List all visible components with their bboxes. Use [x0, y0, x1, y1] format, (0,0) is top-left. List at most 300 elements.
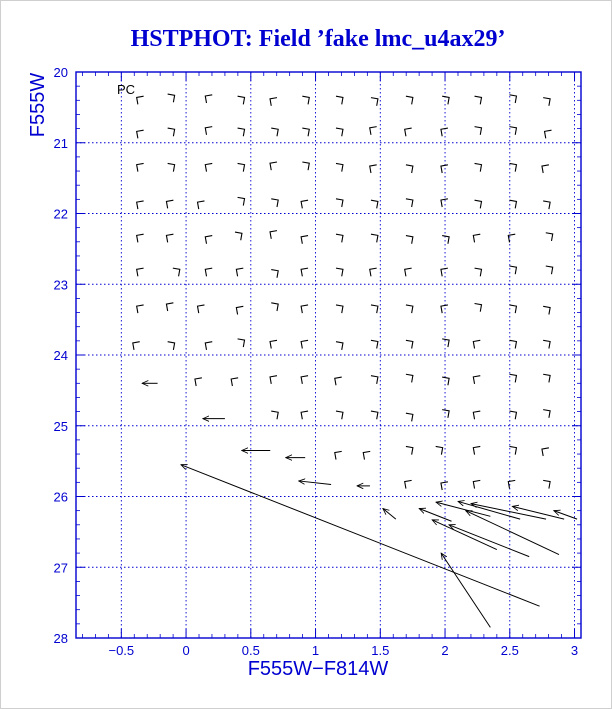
vector-head: [470, 444, 480, 455]
vector-arrow: [302, 93, 312, 104]
vector-arrow: [371, 337, 381, 348]
vector-head: [238, 336, 248, 347]
vector-arrow: [271, 408, 281, 419]
vector-head: [475, 197, 485, 208]
y-axis-label: F555W: [27, 72, 49, 138]
vector-arrow: [505, 478, 515, 489]
vector-arrow: [332, 374, 342, 385]
vector-shaft: [419, 509, 451, 522]
vector-head: [267, 337, 277, 348]
vector-head: [367, 124, 377, 135]
vector-head: [406, 371, 416, 382]
vector-arrow: [336, 161, 346, 172]
vector-head: [442, 407, 452, 418]
vector-arrow: [134, 302, 144, 313]
vector-head: [302, 93, 312, 104]
vector-head: [202, 339, 212, 350]
vector-head: [130, 339, 140, 350]
chart-title: HSTPHOT: Field ’fake lmc_u4ax29’: [130, 26, 506, 52]
vector-arrow: [510, 444, 520, 455]
vector-head: [406, 93, 416, 104]
vector-head: [510, 337, 520, 348]
vector-arrow: [383, 509, 396, 520]
vector-arrow: [402, 478, 412, 489]
vector-arrow: [510, 197, 520, 208]
vector-arrow: [470, 231, 480, 242]
vector-arrow: [173, 265, 183, 276]
vector-head: [367, 162, 377, 173]
vector-head: [202, 233, 212, 244]
vector-head: [371, 408, 381, 419]
vector-head: [267, 373, 277, 384]
vector-arrow: [449, 525, 529, 557]
vector-head: [470, 337, 480, 348]
vector-arrow: [543, 303, 553, 314]
vector-arrow: [438, 302, 448, 313]
vector-arrow: [510, 263, 520, 274]
vector-head: [470, 478, 480, 489]
vector-arrow: [406, 337, 416, 348]
vector-arrow: [298, 233, 308, 244]
vector-head: [202, 161, 212, 172]
vector-arrow: [406, 162, 416, 173]
vector-head: [510, 302, 520, 313]
vector-arrow: [543, 198, 553, 209]
vector-arrow: [134, 127, 144, 138]
vector-head: [510, 371, 520, 382]
vector-head: [134, 265, 144, 276]
vector-arrow: [442, 407, 452, 418]
vector-arrow: [510, 337, 520, 348]
x-tick-labels: [108, 643, 578, 658]
vector-head: [402, 478, 412, 489]
vector-arrow: [202, 339, 212, 350]
vector-arrow: [238, 336, 248, 347]
vector-head: [442, 336, 452, 347]
vector-arrow: [510, 408, 520, 419]
x-tick-label: −0.5: [108, 643, 135, 658]
vector-arrow: [298, 265, 308, 276]
vector-arrow: [438, 162, 448, 173]
vector-arrow: [510, 371, 520, 382]
vector-arrow: [402, 125, 412, 136]
vector-head: [164, 300, 174, 311]
vector-arrow: [475, 124, 485, 135]
vector-head: [235, 229, 245, 240]
vector-head: [543, 478, 553, 489]
vector-arrow: [438, 196, 448, 207]
vector-head: [406, 162, 416, 173]
vector-head: [475, 93, 485, 104]
vector-arrow: [438, 265, 448, 276]
vector-arrow: [238, 125, 248, 136]
vector-arrow: [371, 302, 381, 313]
vector-head: [336, 408, 346, 419]
y-tick-label: 25: [53, 418, 68, 434]
vector-arrow: [539, 162, 549, 173]
vector-head: [336, 161, 346, 172]
vector-arrow: [164, 231, 174, 242]
y-tick-label: 28: [53, 631, 68, 646]
vector-arrow: [510, 161, 520, 172]
vector-head: [402, 125, 412, 136]
vector-arrow: [298, 197, 308, 208]
vector-arrow: [475, 93, 485, 104]
vector-head: [406, 302, 416, 313]
vector-arrow: [271, 125, 281, 136]
vector-arrow: [419, 509, 451, 522]
vector-head: [233, 303, 243, 314]
vector-shaft: [432, 520, 497, 550]
vector-arrow: [168, 339, 178, 350]
vector-head: [510, 197, 520, 208]
vector-arrow: [432, 520, 497, 550]
vector-shaft: [471, 504, 546, 520]
vector-head: [438, 125, 448, 136]
vector-arrow: [406, 233, 416, 244]
vector-head: [134, 127, 144, 138]
vector-head: [192, 375, 202, 386]
vector-arrow: [406, 196, 416, 207]
vector-arrow: [195, 198, 205, 209]
vector-arrow: [367, 124, 377, 135]
vector-arrow: [510, 302, 520, 313]
vector-arrow: [406, 371, 416, 382]
vector-arrow: [475, 265, 485, 276]
vector-head: [510, 161, 520, 172]
vector-arrow: [202, 92, 212, 103]
vector-head: [202, 265, 212, 276]
vector-arrow: [336, 302, 346, 313]
y-tick-label: 24: [53, 348, 68, 363]
vector-arrow: [546, 230, 556, 241]
vector-head: [271, 125, 281, 136]
vector-arrow: [271, 196, 281, 207]
vector-arrow: [267, 337, 277, 348]
vector-arrow: [510, 92, 520, 103]
vector-head: [505, 478, 515, 489]
grid-lines: [76, 72, 581, 638]
vector-arrow: [470, 373, 480, 384]
vector-arrow: [168, 161, 178, 172]
vector-head: [442, 233, 452, 244]
vector-arrow: [438, 125, 448, 136]
x-tick-label: 1: [311, 643, 320, 658]
vector-arrow: [336, 93, 346, 104]
y-tick-label: 20: [53, 65, 68, 80]
vector-head: [271, 267, 281, 278]
vector-head: [195, 302, 205, 313]
vector-arrow: [238, 195, 248, 206]
vector-head: [267, 95, 277, 106]
vector-arrow: [406, 302, 416, 313]
vector-head: [475, 265, 485, 276]
x-tick-label: 2: [441, 643, 449, 658]
vector-head: [164, 197, 174, 208]
vector-arrow: [542, 127, 552, 138]
vector-head: [470, 231, 480, 242]
vector-arrow: [302, 125, 312, 136]
vector-head: [134, 93, 144, 104]
vector-arrow: [367, 162, 377, 173]
vector-arrow: [302, 159, 312, 170]
vector-arrow: [539, 445, 549, 456]
vector-arrow: [298, 337, 308, 348]
vector-field: [130, 91, 577, 627]
vector-arrow: [371, 95, 381, 106]
vector-arrow: [371, 197, 381, 208]
vector-head: [267, 228, 277, 239]
vector-arrow: [168, 125, 178, 136]
vector-head: [505, 231, 515, 242]
y-tick-label: 27: [53, 560, 68, 576]
vector-arrow: [402, 265, 412, 276]
vector-arrow: [298, 302, 308, 313]
vector-head: [438, 302, 448, 313]
vector-head: [298, 408, 308, 419]
vector-head: [134, 198, 144, 209]
vector-arrow: [298, 373, 308, 384]
vector-arrow: [267, 228, 277, 239]
y-tick-label: 23: [53, 277, 68, 293]
vector-head: [510, 408, 520, 419]
vector-head: [134, 231, 144, 242]
vector-arrow: [371, 231, 381, 242]
vector-arrow: [202, 265, 212, 276]
vector-arrow: [543, 478, 553, 489]
vector-arrow: [238, 93, 248, 104]
vector-head: [406, 233, 416, 244]
vector-head: [510, 263, 520, 274]
vector-head: [442, 93, 452, 104]
vector-arrow: [271, 267, 281, 278]
vector-arrow: [332, 449, 342, 460]
vector-arrow: [442, 374, 452, 385]
vector-arrow: [436, 502, 490, 516]
pc-annotation: PC: [117, 82, 136, 97]
vector-head: [238, 125, 248, 136]
vector-head: [510, 444, 520, 455]
vector-arrow: [543, 337, 553, 348]
vector-arrow: [438, 479, 448, 490]
vector-arrow: [134, 93, 144, 104]
vector-head: [371, 95, 381, 106]
vector-arrow: [442, 336, 452, 347]
vector-head: [543, 337, 553, 348]
vector-arrow: [471, 504, 546, 520]
vector-head: [406, 337, 416, 348]
vector-arrow: [192, 375, 202, 386]
vector-arrow: [336, 339, 346, 350]
vector-head: [168, 91, 178, 102]
vector-head: [271, 408, 281, 419]
vector-head: [406, 196, 416, 207]
vector-arrow: [371, 408, 381, 419]
vector-arrow: [267, 95, 277, 106]
vector-head: [543, 198, 553, 209]
vector-arrow: [360, 449, 370, 460]
y-tick-labels: [54, 65, 68, 646]
vector-head: [332, 449, 342, 460]
vector-arrow: [168, 91, 178, 102]
vector-arrow: [510, 124, 520, 135]
vector-arrow: [164, 300, 174, 311]
vector-arrow: [470, 337, 480, 348]
vector-head: [228, 375, 238, 386]
vector-shaft: [436, 502, 490, 516]
vector-arrow: [546, 263, 556, 274]
x-tick-label: 2.5: [500, 643, 519, 658]
x-tick-label: 0.5: [241, 643, 260, 658]
vector-head: [134, 161, 144, 172]
vector-head: [238, 93, 248, 104]
x-axis-label: F555W−F814W: [247, 658, 389, 680]
vector-head: [542, 127, 552, 138]
vector-arrow: [228, 375, 238, 386]
vector-head: [298, 337, 308, 348]
vector-head: [195, 198, 205, 209]
vector-head: [367, 265, 377, 276]
vector-head: [438, 265, 448, 276]
vector-arrow: [134, 198, 144, 209]
vector-head: [168, 125, 178, 136]
vector-head: [402, 265, 412, 276]
vector-shaft: [441, 553, 490, 627]
vector-arrow: [202, 124, 212, 135]
vector-head: [302, 159, 312, 170]
vector-arrow: [436, 444, 446, 455]
vector-arrow: [442, 233, 452, 244]
vector-arrow: [505, 231, 515, 242]
vector-arrow: [235, 229, 245, 240]
vector-head: [475, 301, 485, 312]
vector-head: [298, 302, 308, 313]
vector-arrow: [336, 196, 346, 207]
vector-head: [371, 231, 381, 242]
vector-head: [298, 233, 308, 244]
vector-arrow: [267, 373, 277, 384]
vector-head: [371, 337, 381, 348]
vector-arrow: [299, 481, 331, 485]
vector-head: [336, 302, 346, 313]
vector-arrow: [543, 95, 553, 106]
vector-head: [371, 197, 381, 208]
vector-head: [438, 196, 448, 207]
y-tick-label: 26: [53, 489, 68, 505]
vector-arrow: [233, 303, 243, 314]
vector-arrow: [367, 265, 377, 276]
vector-head: [371, 302, 381, 313]
vector-arrow: [441, 553, 490, 627]
vector-head: [475, 161, 485, 172]
vector-arrow: [543, 371, 553, 382]
vector-head: [332, 374, 342, 385]
vector-head: [546, 263, 556, 274]
vector-arrow: [336, 265, 346, 276]
vector-head: [168, 161, 178, 172]
vector-head: [336, 231, 346, 242]
vector-head: [302, 125, 312, 136]
vector-head: [202, 92, 212, 103]
vector-head: [298, 265, 308, 276]
vector-arrow: [470, 444, 480, 455]
y-tick-label: 21: [53, 135, 68, 151]
vector-head: [271, 300, 281, 311]
vector-head: [233, 265, 243, 276]
vector-head: [406, 410, 416, 421]
vector-arrow: [134, 265, 144, 276]
vector-shaft: [383, 509, 396, 520]
vector-head: [164, 231, 174, 242]
vector-shaft: [449, 525, 529, 557]
vector-head: [360, 449, 370, 460]
vector-arrow: [134, 161, 144, 172]
vector-head: [298, 197, 308, 208]
vector-head: [134, 302, 144, 313]
vector-head: [546, 230, 556, 241]
vector-head: [336, 196, 346, 207]
vector-arrow: [475, 197, 485, 208]
vector-arrow: [470, 478, 480, 489]
vector-head: [336, 93, 346, 104]
vector-arrow: [336, 408, 346, 419]
vector-head: [336, 339, 346, 350]
vector-arrow: [371, 373, 381, 384]
vector-head: [336, 265, 346, 276]
x-tick-label: 1.5: [371, 643, 390, 658]
vector-arrow: [195, 302, 205, 313]
vector-head: [436, 444, 446, 455]
vector-arrow: [406, 93, 416, 104]
vector-head: [267, 159, 277, 170]
vector-arrow: [475, 161, 485, 172]
vector-head: [475, 124, 485, 135]
vector-arrow: [164, 197, 174, 208]
vector-head: [202, 124, 212, 135]
vector-arrow: [238, 161, 248, 172]
x-tick-label: 3: [570, 643, 579, 658]
vector-head: [543, 303, 553, 314]
vector-head: [543, 407, 553, 418]
vector-arrow: [233, 265, 243, 276]
vector-head: [173, 265, 183, 276]
vector-arrow: [267, 159, 277, 170]
vector-arrow: [406, 410, 416, 421]
vector-arrow: [130, 339, 140, 350]
vector-head: [238, 161, 248, 172]
vector-head: [442, 374, 452, 385]
vector-arrow: [298, 408, 308, 419]
vector-arrow: [442, 93, 452, 104]
vector-head: [298, 373, 308, 384]
vector-head: [543, 371, 553, 382]
vector-arrow: [406, 444, 416, 455]
vector-head: [539, 445, 549, 456]
vector-arrow: [336, 231, 346, 242]
vector-head: [539, 162, 549, 173]
vector-head: [371, 373, 381, 384]
vector-head: [406, 444, 416, 455]
vector-arrow: [134, 231, 144, 242]
vector-head: [438, 479, 448, 490]
vector-head: [510, 124, 520, 135]
x-tick-label: 0: [182, 643, 190, 658]
vector-arrow: [336, 125, 346, 136]
vector-arrow: [202, 233, 212, 244]
vector-head: [510, 92, 520, 103]
vector-arrow: [475, 301, 485, 312]
vector-head: [271, 196, 281, 207]
